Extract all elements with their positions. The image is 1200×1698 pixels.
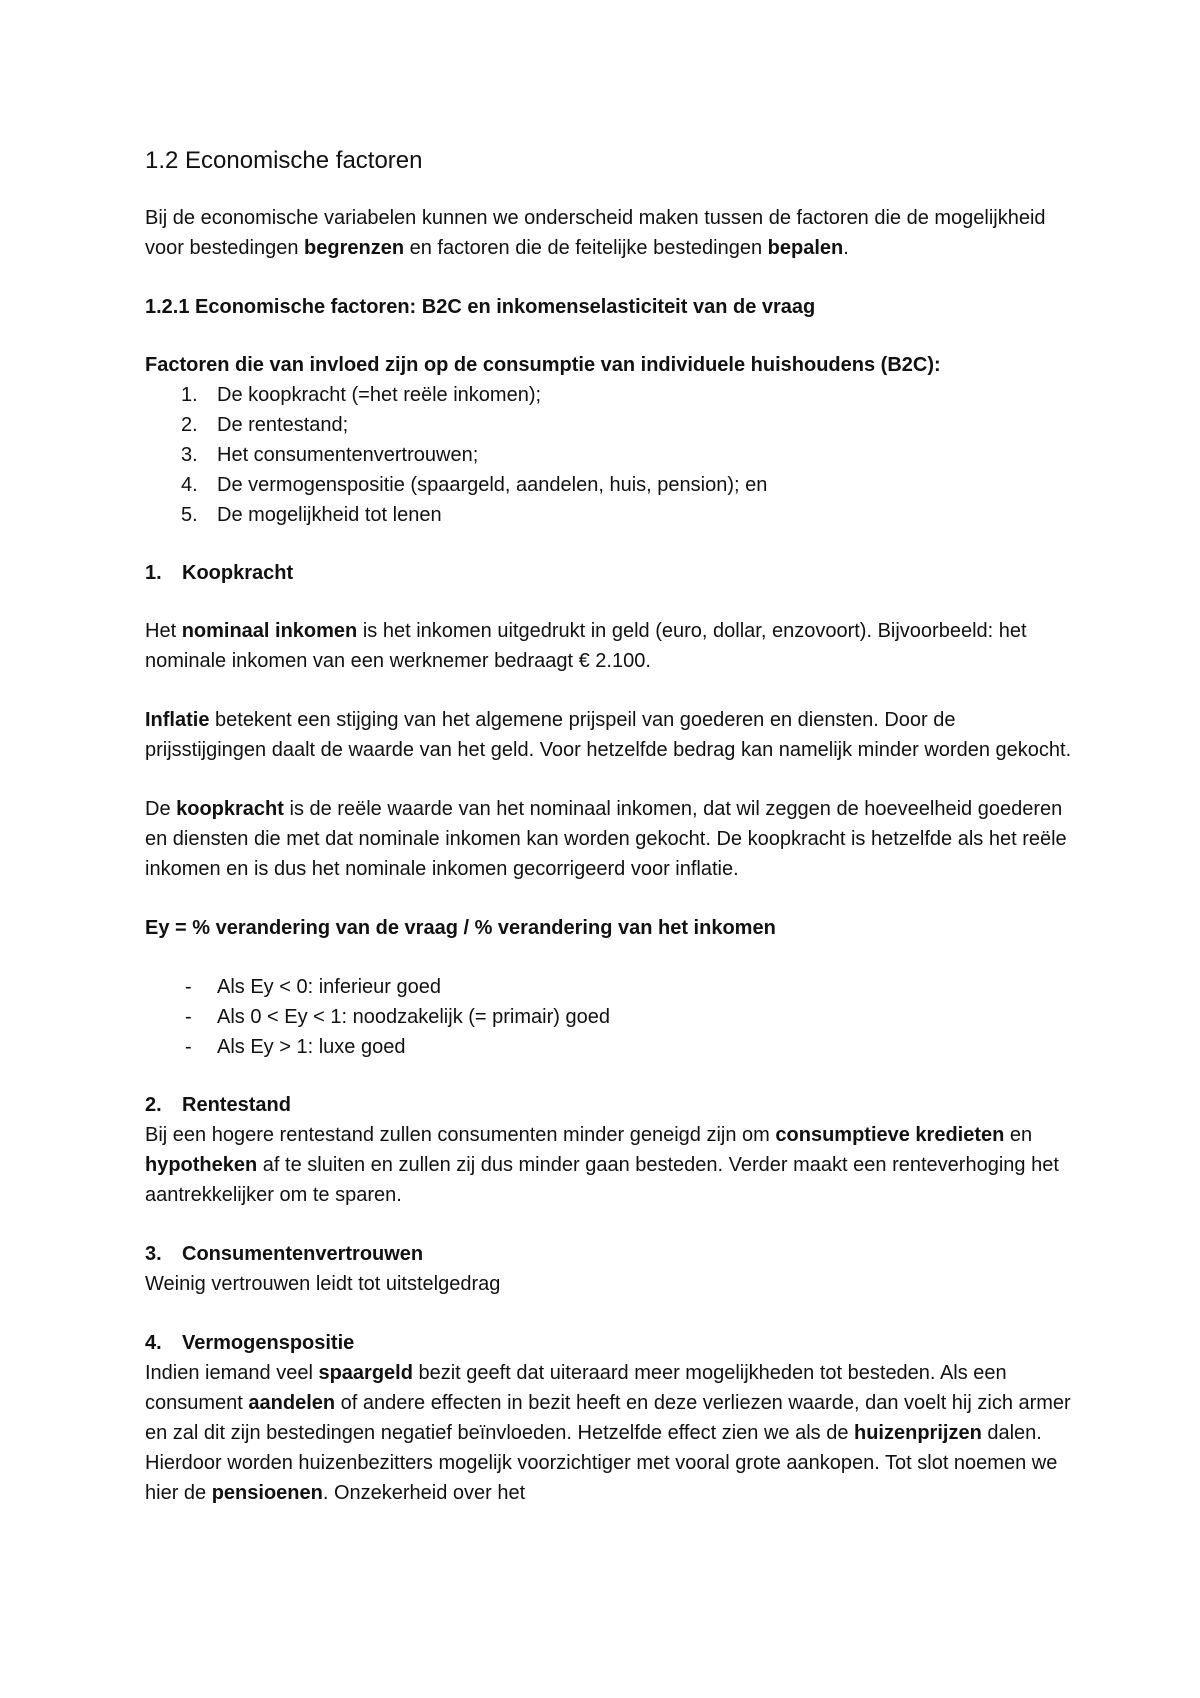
intro-bold-2: bepalen — [767, 237, 844, 259]
text: De — [145, 798, 177, 820]
list-text: De vermogenspositie (spaargeld, aandelen, huis, pension); en — [217, 474, 768, 496]
heading-text: Vermogenspositie — [182, 1332, 355, 1354]
text: Het — [145, 620, 182, 642]
intro-text-3: . — [843, 237, 849, 259]
text: af te sluiten en zullen zij dus minder gaan besteden. Verder maakt een renteverhoging het aantrekkelijker om te sparen. — [145, 1154, 1059, 1206]
elasticity-list — [145, 972, 1075, 1062]
heading-number: 3. — [145, 1243, 162, 1265]
list-text: Als Ey > 1: luxe goed — [217, 1036, 406, 1058]
nominaal-inkomen-paragraph — [145, 616, 1075, 676]
intro-text-1: Bij de economische variabelen kunnen we onderscheid maken tussen de factoren die de mogelijkheid voor bestedingen — [145, 207, 1046, 259]
bold-term: spaargeld — [318, 1362, 413, 1384]
list-text: De rentestand; — [217, 414, 349, 436]
bold-term: hypotheken — [145, 1154, 258, 1176]
bold-term: consumptieve kredieten — [775, 1124, 1005, 1146]
koopkracht-paragraph — [145, 794, 1075, 884]
heading-text: Koopkracht — [182, 562, 294, 584]
list-item — [145, 1002, 1075, 1032]
text: Bij een hogere rentestand zullen consumenten minder geneigd zijn om — [145, 1124, 776, 1146]
list-text: Het consumentenvertrouwen; — [217, 444, 479, 466]
list-text: De mogelijkheid tot lenen — [217, 504, 442, 526]
text: is de reële waarde van het nominaal inkomen, dat wil zeggen de hoeveelheid goederen en diensten die met dat nominale inkomen kan worden gekocht. De koopkracht is hetzelfde als het reële inkomen en is dus het nominale inkomen gecorrigeerd voor inflatie. — [145, 798, 1067, 880]
dash-marker: - — [185, 1006, 192, 1028]
text: bezit geeft dat uiteraard meer mogelijkheden tot besteden. Als een consument — [145, 1362, 1007, 1414]
bold-term: pensioenen — [211, 1482, 323, 1504]
bold-term: nominaal inkomen — [181, 620, 358, 642]
factors-list — [145, 380, 1075, 530]
list-item — [145, 470, 1075, 500]
text: is het inkomen uitgedrukt in geld (euro, dollar, enzovoort). Bijvoorbeeld: het nominale inkomen van een werknemer bedraagt € 2.100. — [145, 620, 1027, 672]
elasticity-formula: Ey = % verandering van de vraag / % verandering van het inkomen — [145, 917, 776, 939]
factors-heading: Factoren die van invloed zijn op de consumptie van individuele huishoudens (B2C): — [145, 354, 941, 376]
bold-term: Inflatie — [145, 709, 210, 731]
list-item — [145, 972, 1075, 1002]
dash-marker: - — [185, 1036, 192, 1058]
text: . Onzekerheid over het — [322, 1482, 526, 1504]
vermogen-heading — [145, 1328, 1075, 1358]
list-item — [145, 440, 1075, 470]
list-item — [145, 500, 1075, 530]
list-number: 1. — [181, 384, 198, 406]
list-text: Als 0 < Ey < 1: noodzakelijk (= primair) goed — [217, 1006, 610, 1028]
list-number: 2. — [181, 414, 198, 436]
list-number: 5. — [181, 504, 198, 526]
intro-text-2: en factoren die de feitelijke bestedingen — [404, 237, 768, 259]
list-number: 3. — [181, 444, 198, 466]
bold-term: aandelen — [248, 1392, 336, 1414]
rentestand-heading — [145, 1090, 1075, 1120]
vertrouwen-paragraph: Weinig vertrouwen leidt tot uitstelgedrag — [145, 1273, 501, 1295]
heading-number: 4. — [145, 1332, 162, 1354]
dash-marker: - — [185, 976, 192, 998]
vermogen-paragraph — [145, 1358, 1075, 1508]
koopkracht-heading — [145, 558, 1075, 588]
list-item — [145, 410, 1075, 440]
intro-paragraph — [145, 203, 1075, 263]
list-item — [145, 380, 1075, 410]
list-text: De koopkracht (=het reële inkomen); — [217, 384, 542, 406]
bold-term: koopkracht — [176, 798, 284, 820]
list-item — [145, 1032, 1075, 1062]
text: betekent een stijging van het algemene prijspeil van goederen en diensten. Door de prijsstijgingen daalt de waarde van het geld. Voor hetzelfde bedrag kan namelijk minder worden gekocht. — [145, 709, 1072, 761]
heading-text: Rentestand — [182, 1094, 291, 1116]
text: dalen. Hierdoor worden huizenbezitters mogelijk voorzichtiger met vooral grote aankopen. Tot slot noemen we hier de — [145, 1422, 1058, 1504]
list-number: 4. — [181, 474, 198, 496]
heading-number: 1. — [145, 562, 162, 584]
list-text: Als Ey < 0: inferieur goed — [217, 976, 442, 998]
inflatie-paragraph — [145, 705, 1075, 765]
rentestand-paragraph — [145, 1120, 1075, 1210]
section-title: 1.2 Economische factoren — [145, 147, 423, 174]
text: of andere effecten in bezit heeft en deze verliezen waarde, dan voelt hij zich armer en zal dit zijn bestedingen negatief beïnvloeden. Hetzelfde effect zien we als de — [145, 1392, 1071, 1444]
heading-text: Consumentenvertrouwen — [182, 1243, 424, 1265]
heading-number: 2. — [145, 1094, 162, 1116]
subsection-heading: 1.2.1 Economische factoren: B2C en inkomenselasticiteit van de vraag — [145, 296, 816, 318]
intro-bold-1: begrenzen — [304, 237, 405, 259]
bold-term: huizenprijzen — [854, 1422, 982, 1444]
text: Indien iemand veel — [145, 1362, 319, 1384]
page-content — [145, 145, 1075, 1508]
vertrouwen-heading — [145, 1239, 1075, 1269]
text: en — [1004, 1124, 1033, 1146]
